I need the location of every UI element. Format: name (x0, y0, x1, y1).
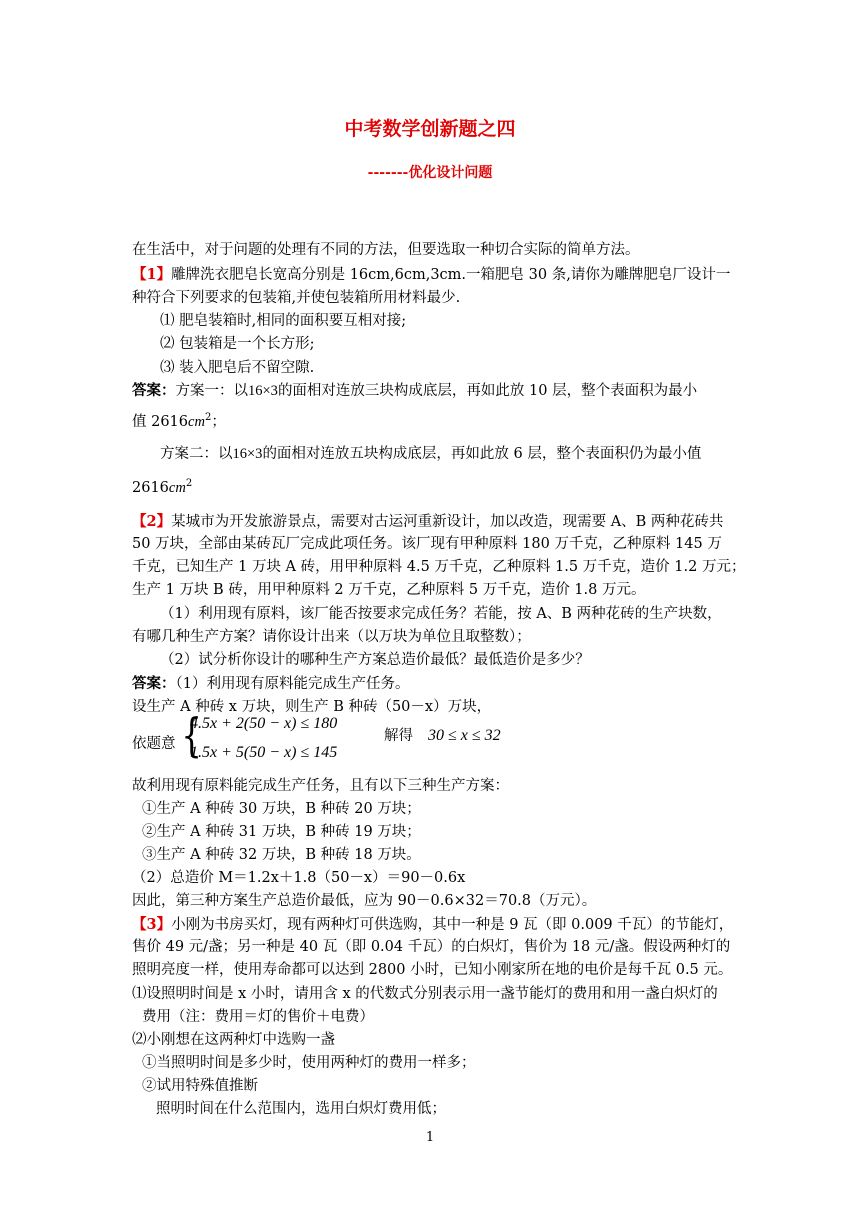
problem-1-answer-1 (132, 382, 697, 400)
answer-text: （1）利用现有原料能完成生产任务。 (175, 676, 410, 692)
page-subtitle: -------优化设计问题 (367, 165, 493, 181)
answer-1-unit: cm (188, 414, 205, 430)
problem-1-answer-2 (160, 446, 701, 463)
answer-2-unit: cm (168, 480, 186, 496)
answer-2-post: 的面相对连放五块构成底层，再如此放 6 层，整个表面积仍为最小值 (262, 446, 702, 462)
equation-1: 4.5x + 2(50 − x) ≤ 180 (190, 715, 338, 732)
problem-2-line-2: 50 万块，全部由某砖瓦厂完成此项任务。该厂现有甲种原料 180 万千克，乙种原料 145 万 (132, 536, 722, 552)
problem-3-tag: 【3】 (132, 916, 172, 933)
problem-3-line-9: 照明时间在什么范围内，选用白炽灯费用低； (156, 1101, 446, 1117)
problem-2-answer-5: 因此，第三种方案生产总造价最低，应为 90－0.6×32＝70.8（万元）。 (132, 893, 597, 909)
answer-2-unit-exp: 2 (185, 478, 193, 490)
page-title: 中考数学创新题之四 (344, 118, 516, 140)
problem-3-line-3: 照明亮度一样，使用寿命都可以达到 2800 小时，已知小刚家所在地的电价是每千瓦 0.5 元。 (132, 962, 733, 978)
problem-3-line-6: ⑵小刚想在这两种灯中选购一盏 (132, 1032, 335, 1048)
problem-1-answer-2-line-2 (132, 480, 192, 497)
problem-3-text-1: 小刚为书房买灯，现有两种灯可供选购，其中一种是 9 瓦（即 0.009 千瓦）的节能灯， (171, 917, 734, 933)
problem-2-question-1: （1）利用现有原料，该厂能否按要求完成任务？若能，按 A、B 两种花砖的生产块数， (160, 606, 722, 622)
answer-label: 答案： (132, 675, 176, 692)
problem-2-question-2: （2）试分析你设计的哪种生产方案总造价最低？最低造价是多少？ (160, 652, 590, 668)
equation-2: 1.5x + 5(50 − x) ≤ 145 (190, 744, 338, 761)
problem-2-tag: 【2】 (132, 513, 172, 530)
problem-2-question-1-cont: 有哪几种生产方案？请你设计出来（以万块为单位且取整数）； (132, 629, 531, 645)
problem-3-line-1 (132, 916, 733, 934)
problem-1-tag: 【1】 (132, 266, 172, 283)
problem-1-text-1: 雕牌洗衣肥皂长宽高分别是 16cm,6cm,3cm.一箱肥皂 30 条,请你为雕牌肥皂厂设计一 (171, 267, 731, 283)
problem-1-item-2: ⑵ 包装箱是一个长方形; (160, 336, 315, 352)
problem-2-line-4: 生产 1 万块 B 砖，用甲种原料 2 万千克，乙种原料 5 万千克，造价 1.8 万元。 (132, 582, 646, 598)
solve-label: 解得 (384, 728, 413, 744)
problem-2-answer-1 (132, 675, 409, 693)
problem-1-item-3: ⑶ 装入肥皂后不留空隙. (160, 360, 315, 376)
answer-2-value: 2616 (132, 480, 169, 496)
problem-2-text-1: 某城市为开发旅游景点，需要对古运河重新设计，加以改造，现需要 A、B 两种花砖共 (171, 514, 724, 530)
problem-3-line-2: 售价 49 元/盏；另一种是 40 瓦（即 0.04 千瓦）的白炽灯，售价为 18 元/盏。假设两种灯的 (132, 939, 731, 955)
plan-2: ②生产 A 种砖 31 万块，B 种砖 19 万块； (142, 824, 421, 840)
problem-3-line-4: ⑴设照明时间是 x 小时，请用含 x 的代数式分别表示用一盏节能灯的费用和用一盏白炽灯的 (132, 986, 718, 1002)
equation-brace: { (181, 708, 202, 762)
problem-2-answer-2: 设生产 A 种砖 x 万块，则生产 B 种砖（50－x）万块， (132, 699, 492, 715)
answer-1-unit-exp: 2 (204, 412, 212, 424)
problem-3-line-5: 费用（注：费用＝灯的售价＋电费） (142, 1009, 374, 1025)
problem-2-line-1 (132, 513, 723, 531)
problem-2-answer-3: 故利用现有原料能完成生产任务，且有以下三种生产方案： (132, 778, 509, 794)
equation-label: 依题意 (132, 736, 176, 752)
problem-2-answer-4: （2）总造价 M＝1.2x＋1.8（50－x）＝90－0.6x (132, 870, 466, 886)
problem-2-line-3: 千克，已知生产 1 万块 A 砖，用甲种原料 4.5 万千克，乙种原料 1.5 万千克，造价 1.2 万元； (132, 559, 746, 575)
answer-2-math: 16×3 (232, 446, 263, 462)
answer-1-value: 值 2616 (132, 414, 189, 430)
answer-2-pre: 方案二：以 (160, 446, 233, 462)
intro-paragraph: 在生活中，对于问题的处理有不同的方法，但要选取一种切合实际的简单方法。 (132, 242, 640, 258)
answer-1-end: ； (211, 414, 226, 430)
problem-1-answer-1-line-2 (132, 414, 226, 431)
problem-3-line-7: ①当照明时间是多少时，使用两种灯的费用一样多； (142, 1055, 476, 1071)
answer-1-pre: 方案一：以 (175, 383, 248, 399)
plan-3: ③生产 A 种砖 32 万块，B 种砖 18 万块。 (142, 847, 421, 863)
problem-1-item-1: ⑴ 肥皂装箱时,相同的面积要互相对接; (160, 313, 407, 329)
plan-1: ①生产 A 种砖 30 万块，B 种砖 20 万块； (142, 801, 421, 817)
solve-result: 30 ≤ x ≤ 32 (428, 727, 501, 744)
answer-label: 答案： (132, 382, 176, 399)
problem-3-line-8: ②试用特殊值推断 (142, 1078, 258, 1094)
page-number: 1 (425, 1130, 435, 1145)
problem-1-line-2: 种符合下列要求的包装箱,并使包装箱所用材料最少. (132, 290, 461, 306)
problem-1-line-1 (132, 266, 730, 284)
answer-1-post: 的面相对连放三块构成底层，再如此放 10 层，整个表面积为最小 (277, 383, 698, 399)
answer-1-math: 16×3 (248, 383, 278, 399)
